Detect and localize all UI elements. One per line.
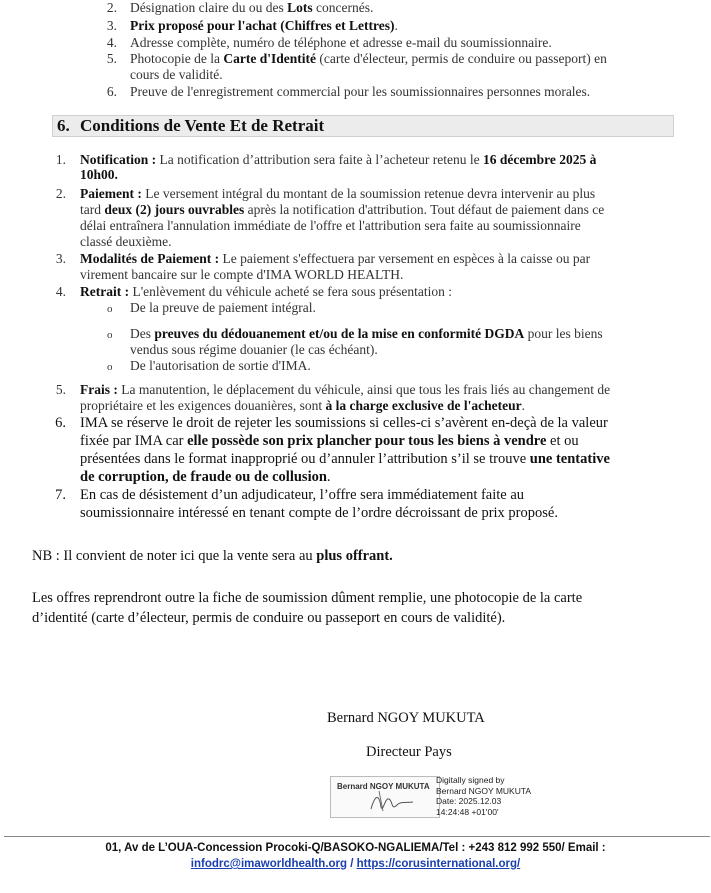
signatory-name: Bernard NGOY MUKUTA — [327, 710, 485, 726]
offres-paragraph-line1: Les offres reprendront outre la fiche de soumission dûment remplie, une photocopie de la carte — [32, 590, 583, 606]
footer-links — [0, 858, 711, 870]
website-link[interactable]: https://corusinternational.org/ — [356, 858, 521, 870]
footer-divider — [4, 836, 710, 837]
section-heading: 6. Conditions de Vente Et de Retrait — [52, 115, 674, 137]
footer-address: 01, Av de L’OUA-Concession Procoki-Q/BASOKO-NGALIEMA/Tel : +243 812 992 550/ Email : — [105, 842, 606, 854]
handwritten-signature-icon — [331, 777, 439, 817]
document-page: 2. Désignation claire du ou des Lots concernés. 3. Prix proposé pour l'achat (Chiffres et Lettres). 4. Adresse complète, numéro de téléphone et adresse e-mail du soumissionnaire. 5. Photocopie de la Carte d'Identité (carte d'électeur, permis de conduire ou passeport) en cours de validité. 6. Preuve de l'enregistrement commercial pour les soumissionnaires personnes morales. 6. Conditions de Vente Et de Retrait 1. Notification : La notification d’attribution sera faite à l’acheteur retenu le 16 décembre 2025 à 10h00. 2. Paiement : Le versement intégral du montant de la soumission retenue devra intervenir au plus tard deux (2) jours ouvrables après la notification d'attribution. Tout défaut de paiement dans ce délai entraînera l'annulation immédiate de l'offre et l'attribution sera faite au soumissionnaire classé deuxième. 3. Modalités de Paiement : Le paiement s'effectuera par versement en espèces à la caisse ou par virement bancaire sur le compte d'IMA WORLD HEALTH. 4. Retrait : L'enlèvement du véhicule acheté se fera sous présentation : o De la preuve de paiement intégral. o Des preuves du dédouanement et/ou de la mise en conformité DGDA pour les biens vendus sous régime douanier (le cas échéant). o De l'autorisation de sortie d'IMA. 5. Frais : La manutention, le déplacement du véhicule, ainsi que tous les frais liés au changement de propriétaire et les exigences douanières, sont à la charge exclusive de l'acheteur. 6. IMA se réserve le droit de rejeter les soumissions si celles-ci s’avèrent en-deçà de la valeur fixée par IMA car elle possède son prix plancher pour tous les biens à vendre et ou présentées dans le format inapproprié ou d’annuler l’attribution s’il se trouve une tentative de corruption, de fraude ou de collusion. 7. En cas de désistement d’un adjudicateur, l’offre sera immédiatement faite au soumissionnaire intéressé en tenant compte de l’ordre décroissant de prix proposé. NB : Il convient de noter ici que la vente sera au plus offrant. Les offres reprendront outre la fiche de soumission dûment remplie, une photocopie de la carte d’identité (carte d’électeur, permis de conduire ou passeport en cours de validité). Bernard NGOY MUKUTA Directeur Pays Bernard NGOY MUKUTA Digitally signed by Bernard NGOY MUKUTA Date: 2025.12.03 14:24:48 +01'00' 01, Av de L’OUA-Concession Procoki-Q/BASOKO-NGALIEMA/Tel : +243 812 992 550/ Email : infodrc@imaworldhealth.org / https://corusinternational.org/ — [0, 0, 711, 893]
digital-signature-info: Digitally signed by Bernard NGOY MUKUTA Date: 2025.12.03 14:24:48 +01'00' — [436, 775, 532, 817]
bullet-marker: o — [107, 303, 113, 315]
offres-paragraph-line2: d’identité (carte d’électeur, permis de conduire ou passeport en cours de validité). — [32, 610, 506, 626]
footer-separator: / — [347, 858, 357, 870]
email-link[interactable]: infodrc@imaworldhealth.org — [190, 858, 348, 870]
digital-signature-stamp: Bernard NGOY MUKUTA — [330, 776, 440, 818]
bullet-marker: o — [107, 329, 113, 341]
signatory-role: Directeur Pays — [366, 744, 452, 760]
nb-note: NB : Il convient de noter ici que la vente sera au plus offrant. — [32, 548, 393, 564]
bullet-marker: o — [107, 361, 113, 373]
